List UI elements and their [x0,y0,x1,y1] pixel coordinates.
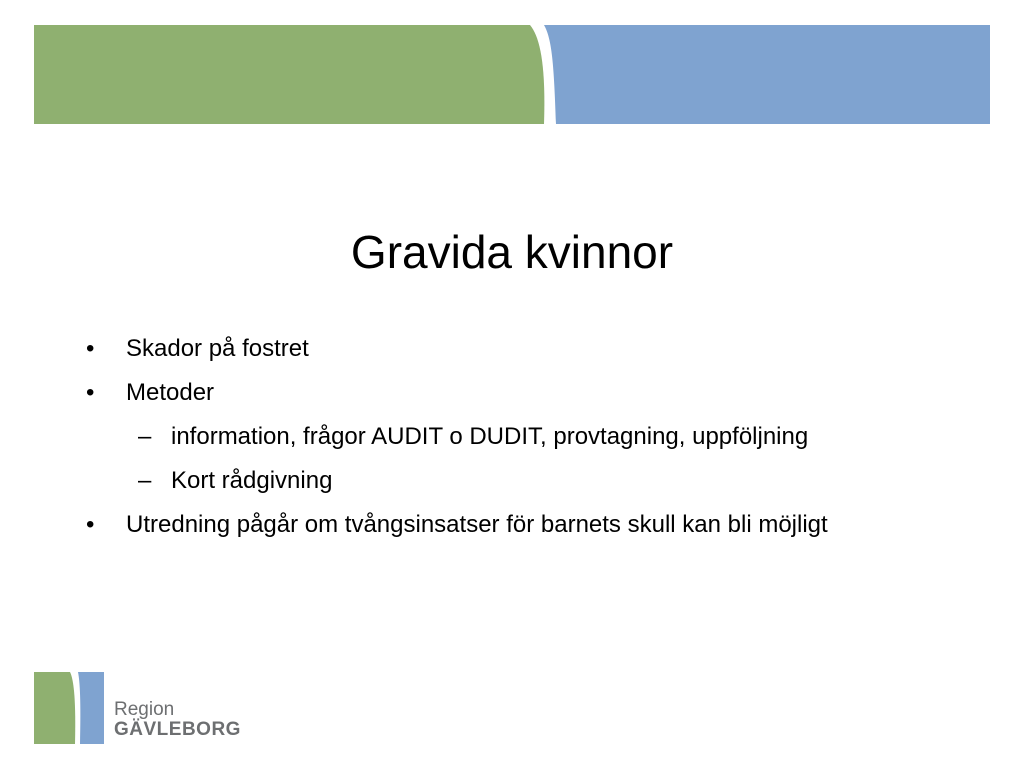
sub-bullet-item [86,464,936,498]
bullet-marker: • [86,379,95,406]
slide-title: Gravida kvinnor [350,226,674,278]
bullet-marker: • [86,511,95,538]
sub-bullet-text: information, frågor AUDIT o DUDIT, provtagning, uppföljning [171,423,809,450]
bullet-item [86,508,936,542]
sub-bullet-marker: – [138,467,152,494]
sub-bullet-text: Kort rådgivning [171,467,333,494]
logo-wordmark [114,700,241,740]
bullet-text: Metoder [126,379,215,406]
bullet-item [86,376,936,410]
sub-bullet-marker: – [138,423,152,450]
banner-blue-block [544,25,990,124]
bullet-text: Skador på fostret [126,335,309,362]
header-banner [34,25,990,124]
logo-line-region: Region [114,699,175,720]
bullet-text: Utredning pågår om tvångsinsatser för barnets skull kan bli möjligt [126,511,828,538]
logo-mark-icon [34,672,106,744]
bullet-item [86,332,936,366]
banner-green-block [34,25,544,124]
sub-bullet-item [86,420,936,454]
region-gavleborg-logo [34,672,241,744]
bullet-marker: • [86,335,95,362]
banner-graphic [34,25,990,124]
logo-line-gavleborg: GÄVLEBORG [114,719,241,740]
slide-body [86,332,936,552]
